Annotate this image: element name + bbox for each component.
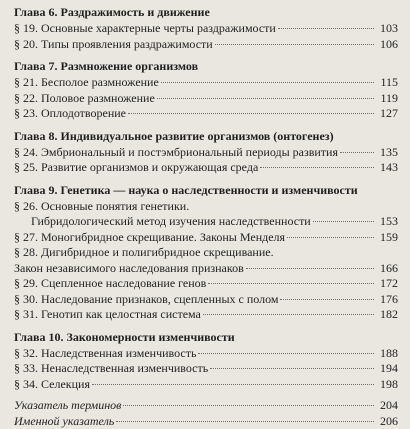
toc-page-number: 198 — [376, 377, 398, 393]
toc-entry — [14, 261, 398, 277]
toc-entry-label-wrap — [14, 21, 376, 37]
chapter-section — [14, 4, 398, 52]
dot-leader — [157, 98, 374, 99]
toc-entry-title: Закон независимого наследования признаков — [14, 261, 244, 277]
toc-entry-label-wrap — [14, 398, 376, 414]
toc-entry-label-wrap — [14, 414, 376, 429]
toc-entry-label-wrap — [14, 75, 376, 91]
toc-entry-title: Именной указатель — [14, 414, 114, 429]
dot-leader — [116, 421, 374, 422]
dot-leader — [161, 82, 374, 83]
dot-leader — [215, 44, 374, 45]
toc-entry — [14, 199, 398, 215]
toc-entry-label-wrap — [14, 91, 376, 107]
dot-leader — [278, 28, 374, 29]
toc-entry — [14, 361, 398, 377]
toc-page-number: 103 — [376, 21, 398, 37]
toc-entry — [14, 307, 398, 323]
toc-entry — [14, 214, 398, 230]
index-list — [14, 398, 398, 429]
dot-leader — [313, 221, 374, 222]
toc-page-number: 206 — [376, 414, 398, 429]
toc-entry — [14, 37, 398, 53]
toc-entry-label-wrap — [14, 307, 376, 323]
toc-entry-label-wrap — [14, 145, 376, 161]
chapter-title: Глава 9. Генетика — наука о наследственности и изменчивости — [14, 182, 398, 199]
dot-leader — [198, 353, 374, 354]
toc-entry — [14, 398, 398, 414]
toc-entry-label-wrap — [14, 245, 398, 261]
chapter-section — [14, 58, 398, 122]
toc-entry-label-wrap — [14, 261, 376, 277]
toc-entry-title: § 21. Бесполое размножение — [14, 75, 159, 91]
toc-entry — [14, 377, 398, 393]
toc-page-number: 115 — [376, 75, 398, 91]
toc-entry-title: § 23. Оплодотворение — [14, 106, 126, 122]
toc-page-number: 172 — [376, 276, 398, 292]
toc-page-number: 176 — [376, 292, 398, 308]
chapter-title: Глава 10. Закономерности изменчивости — [14, 329, 398, 346]
toc-entry — [14, 91, 398, 107]
toc-entry-label-wrap — [14, 37, 376, 53]
toc-entry-title: § 24. Эмбриональный и постэмбриональный периоды развития — [14, 145, 338, 161]
toc-entry-label-wrap — [14, 292, 376, 308]
toc-entry — [14, 230, 398, 246]
toc-entry-title: § 20. Типы проявления раздражимости — [14, 37, 213, 53]
toc-entry — [14, 160, 398, 176]
toc-entry — [14, 106, 398, 122]
dot-leader — [340, 152, 374, 153]
toc-entry-title: § 33. Ненаследственная изменчивость — [14, 361, 208, 377]
toc-entry-title: § 31. Генотип как целостная система — [14, 307, 201, 323]
toc-entry — [14, 75, 398, 91]
toc-entry-title: § 32. Наследственная изменчивость — [14, 346, 196, 362]
toc-entry-label-wrap — [14, 276, 376, 292]
dot-leader — [128, 113, 374, 114]
toc-page-number: 127 — [376, 106, 398, 122]
chapter-list — [14, 4, 398, 392]
toc-page-number: 153 — [376, 214, 398, 230]
toc-entry-label-wrap — [14, 230, 376, 246]
dot-leader — [287, 237, 374, 238]
chapter-title: Глава 7. Размножение организмов — [14, 58, 398, 75]
toc-page-number: 143 — [376, 160, 398, 176]
dot-leader — [203, 314, 374, 315]
dot-leader — [246, 268, 374, 269]
toc-page-number: 166 — [376, 261, 398, 277]
toc-page-number: 204 — [376, 398, 398, 414]
toc-entry-title: § 29. Сцепленное наследование генов — [14, 276, 206, 292]
toc-entry-title: § 22. Половое размножение — [14, 91, 155, 107]
toc-page-number: 188 — [376, 346, 398, 362]
toc-entry — [14, 145, 398, 161]
toc-entry-title: § 26. Основные понятия генетики. — [14, 199, 189, 215]
toc-entry-title: Указатель терминов — [14, 398, 121, 414]
toc-entry-title: § 27. Моногибридное скрещивание. Законы Менделя — [14, 230, 285, 246]
toc-page-number: 106 — [376, 37, 398, 53]
toc-page-number: 194 — [376, 361, 398, 377]
toc-entry-label-wrap — [14, 199, 398, 215]
toc-entry-title: § 19. Основные характерные черты раздражимости — [14, 21, 276, 37]
toc-entry-label-wrap — [14, 346, 376, 362]
chapter-title: Глава 6. Раздражимость и движение — [14, 4, 398, 21]
toc-entry-title: Гибридологический метод изучения наследственности — [31, 214, 311, 230]
chapter-section — [14, 128, 398, 176]
toc-entry-label-wrap — [14, 377, 376, 393]
dot-leader — [280, 299, 374, 300]
toc-entry — [14, 414, 398, 429]
toc-entry-title: § 34. Селекция — [14, 377, 90, 393]
toc-entry-label-wrap — [14, 160, 376, 176]
toc-entry — [14, 21, 398, 37]
toc-page-number: 182 — [376, 307, 398, 323]
dot-leader — [260, 167, 374, 168]
dot-leader — [210, 368, 374, 369]
chapter-title: Глава 8. Индивидуальное развитие организмов (онтогенез) — [14, 128, 398, 145]
toc-entry-label-wrap — [14, 106, 376, 122]
chapter-section — [14, 329, 398, 393]
toc-entry — [14, 245, 398, 261]
chapter-section — [14, 182, 398, 323]
toc-entry-title: § 25. Развитие организмов и окружающая среда — [14, 160, 258, 176]
dot-leader — [208, 283, 374, 284]
dot-leader — [92, 384, 374, 385]
toc-entry — [14, 292, 398, 308]
toc-entry-label-wrap — [14, 214, 376, 230]
toc-entry-title: § 30. Наследование признаков, сцепленных с полом — [14, 292, 278, 308]
toc-page-number: 119 — [376, 91, 398, 107]
dot-leader — [123, 405, 374, 406]
toc-entry-label-wrap — [14, 361, 376, 377]
toc-page-number: 159 — [376, 230, 398, 246]
toc-entry — [14, 276, 398, 292]
toc-entry — [14, 346, 398, 362]
toc-entry-title: § 28. Дигибридное и полигибридное скрещивание. — [14, 245, 274, 261]
toc-page-number: 135 — [376, 145, 398, 161]
